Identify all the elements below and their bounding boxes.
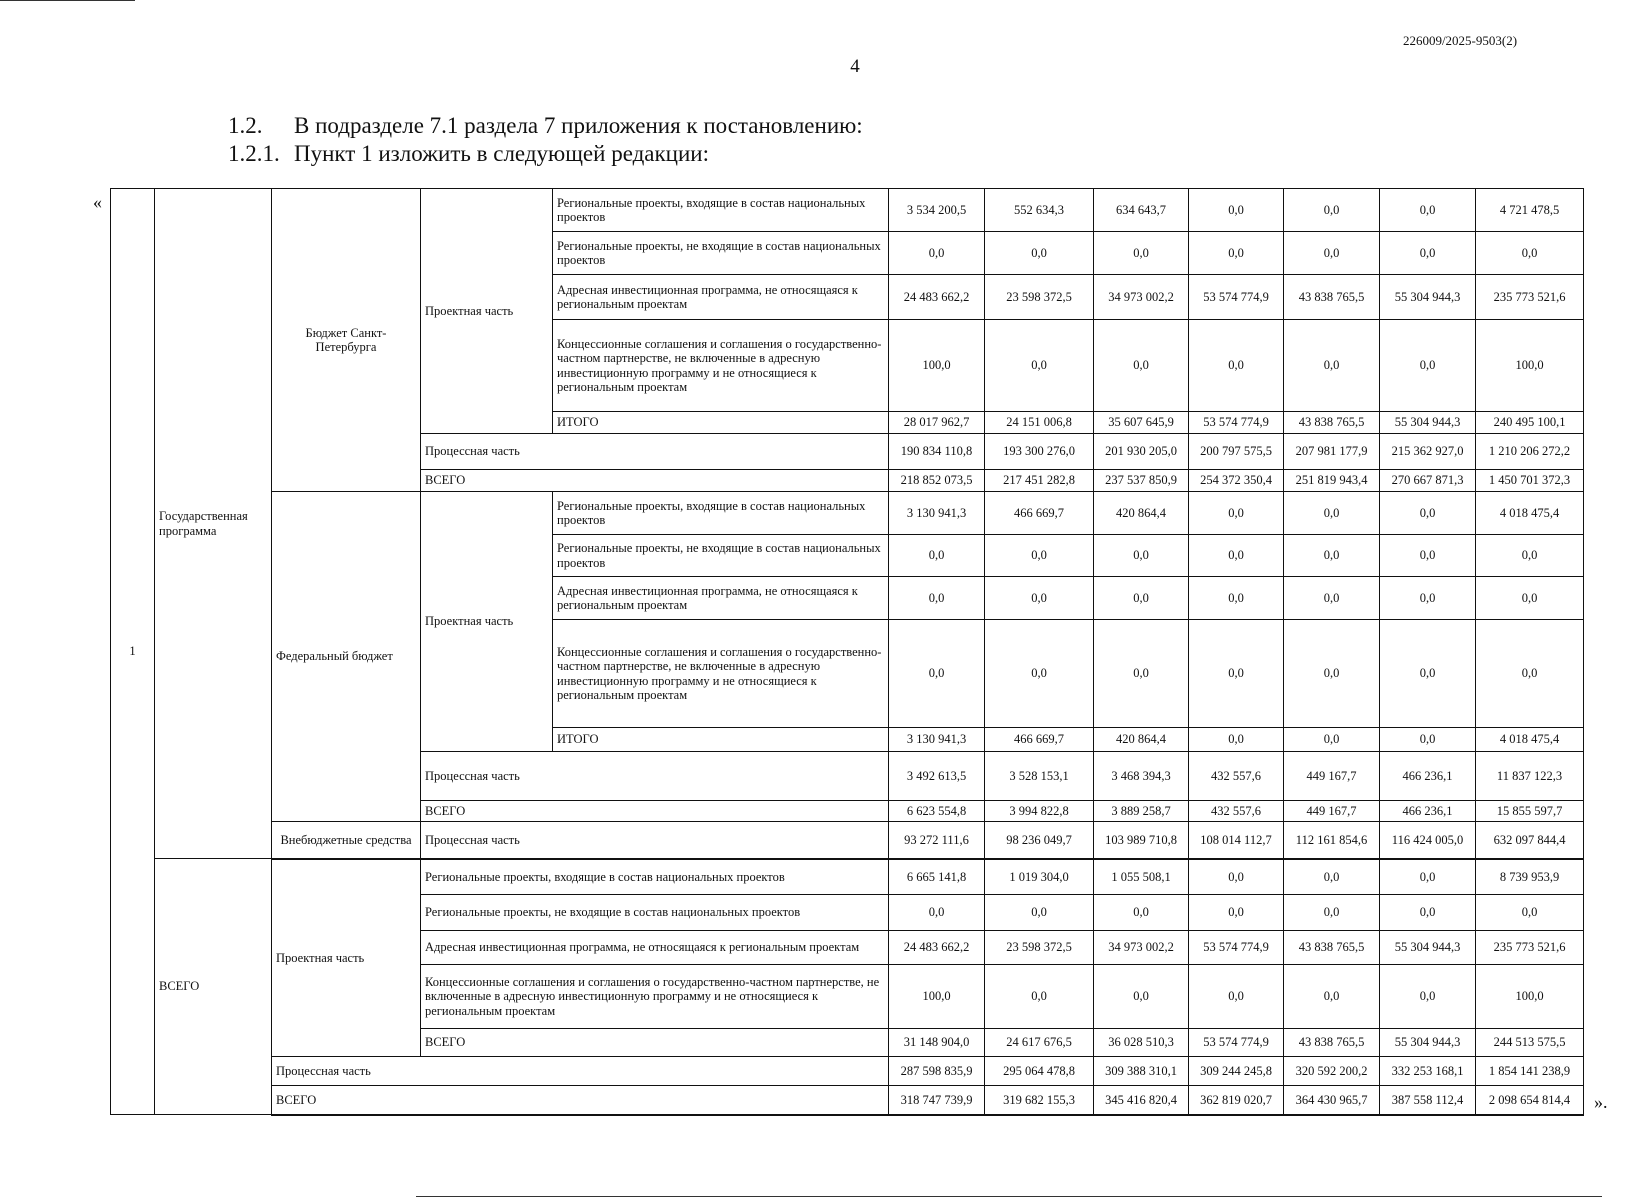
cell: 466 236,1 xyxy=(1380,801,1476,822)
cell: 0,0 xyxy=(1380,895,1476,931)
page-number: 4 xyxy=(850,56,860,77)
cell: 270 667 871,3 xyxy=(1380,470,1476,492)
cell: 0,0 xyxy=(1380,577,1476,620)
cell: 466 236,1 xyxy=(1380,752,1476,801)
cell: 0,0 xyxy=(1189,965,1284,1029)
program-label: Государственная программа xyxy=(155,189,272,859)
cell: 218 852 073,5 xyxy=(889,470,985,492)
row-label: Адресная инвестиционная программа, не относящаяся к региональным проектам xyxy=(553,577,889,620)
cell: 103 989 710,8 xyxy=(1094,822,1189,859)
cell: 4 018 475,4 xyxy=(1476,492,1584,535)
table-row xyxy=(111,189,1584,232)
cell: 0,0 xyxy=(1094,620,1189,728)
heading-1-text: В подразделе 7.1 раздела 7 приложения к постановлению: xyxy=(294,113,863,138)
table-row xyxy=(111,822,1584,859)
cell: 36 028 510,3 xyxy=(1094,1029,1189,1057)
cell: 0,0 xyxy=(985,895,1094,931)
cell: 43 838 765,5 xyxy=(1284,1029,1380,1057)
cell: 0,0 xyxy=(985,535,1094,577)
row-label: Процессная часть xyxy=(421,822,889,859)
cell: 0,0 xyxy=(1189,492,1284,535)
cell: 1 450 701 372,3 xyxy=(1476,470,1584,492)
cell: 100,0 xyxy=(1476,320,1584,412)
row-label: Процессная часть xyxy=(421,434,889,470)
closing-quote: ». xyxy=(1594,1092,1608,1112)
cell: 432 557,6 xyxy=(1189,801,1284,822)
cell: 6 665 141,8 xyxy=(889,859,985,895)
cell: 634 643,7 xyxy=(1094,189,1189,232)
cell: 244 513 575,5 xyxy=(1476,1029,1584,1057)
cell: 0,0 xyxy=(1189,535,1284,577)
cell: 1 210 206 272,2 xyxy=(1476,434,1584,470)
project-part-label: Проектная часть xyxy=(421,492,553,752)
cell: 0,0 xyxy=(1380,492,1476,535)
cell: 0,0 xyxy=(1380,232,1476,275)
row-label: ВСЕГО xyxy=(421,801,889,822)
cell: 24 151 006,8 xyxy=(985,412,1094,434)
cell: 0,0 xyxy=(1189,189,1284,232)
cell: 15 855 597,7 xyxy=(1476,801,1584,822)
cell: 235 773 521,6 xyxy=(1476,931,1584,965)
cell: 1 055 508,1 xyxy=(1094,859,1189,895)
cell: 0,0 xyxy=(1284,535,1380,577)
cell: 0,0 xyxy=(1476,535,1584,577)
cell: 287 598 835,9 xyxy=(889,1057,985,1086)
cell: 237 537 850,9 xyxy=(1094,470,1189,492)
row-label: ВСЕГО xyxy=(421,470,889,492)
cell: 0,0 xyxy=(1284,965,1380,1029)
cell: 116 424 005,0 xyxy=(1380,822,1476,859)
cell: 0,0 xyxy=(1284,577,1380,620)
cell: 0,0 xyxy=(1189,895,1284,931)
cell: 0,0 xyxy=(1094,320,1189,412)
cell: 53 574 774,9 xyxy=(1189,412,1284,434)
cell: 6 623 554,8 xyxy=(889,801,985,822)
row-number: 1 xyxy=(111,189,155,1115)
cell: 0,0 xyxy=(1284,492,1380,535)
cell: 332 253 168,1 xyxy=(1380,1057,1476,1086)
cell: 309 244 245,8 xyxy=(1189,1057,1284,1086)
cell: 318 747 739,9 xyxy=(889,1086,985,1115)
cell: 4 018 475,4 xyxy=(1476,728,1584,752)
total-block-label: ВСЕГО xyxy=(155,859,272,1115)
cell: 0,0 xyxy=(1094,232,1189,275)
cell: 200 797 575,5 xyxy=(1189,434,1284,470)
cell: 100,0 xyxy=(889,965,985,1029)
cell: 53 574 774,9 xyxy=(1189,275,1284,320)
cell: 295 064 478,8 xyxy=(985,1057,1094,1086)
cell: 201 930 205,0 xyxy=(1094,434,1189,470)
table-row xyxy=(111,492,1584,535)
cell: 466 669,7 xyxy=(985,492,1094,535)
budget-table xyxy=(110,188,1584,1116)
cell: 24 483 662,2 xyxy=(889,275,985,320)
cell: 3 994 822,8 xyxy=(985,801,1094,822)
cell: 0,0 xyxy=(1380,620,1476,728)
cell: 98 236 049,7 xyxy=(985,822,1094,859)
cell: 55 304 944,3 xyxy=(1380,275,1476,320)
cell: 43 838 765,5 xyxy=(1284,931,1380,965)
cell: 55 304 944,3 xyxy=(1380,931,1476,965)
cell: 3 534 200,5 xyxy=(889,189,985,232)
cell: 0,0 xyxy=(1284,320,1380,412)
cell: 1 019 304,0 xyxy=(985,859,1094,895)
project-part-label: Проектная часть xyxy=(272,859,421,1057)
cell: 0,0 xyxy=(1476,895,1584,931)
row-label: Процессная часть xyxy=(421,752,889,801)
document-number: 226009/2025-9503(2) xyxy=(1402,33,1518,48)
cell: 0,0 xyxy=(1094,577,1189,620)
cell: 3 889 258,7 xyxy=(1094,801,1189,822)
row-label: Региональные проекты, не входящие в состав национальных проектов xyxy=(421,895,889,931)
cell: 24 617 676,5 xyxy=(985,1029,1094,1057)
federal-budget-label: Федеральный бюджет xyxy=(272,492,421,822)
cell: 100,0 xyxy=(889,320,985,412)
cell: 4 721 478,5 xyxy=(1476,189,1584,232)
cell: 364 430 965,7 xyxy=(1284,1086,1380,1115)
cell: 345 416 820,4 xyxy=(1094,1086,1189,1115)
cell: 43 838 765,5 xyxy=(1284,412,1380,434)
cell: 0,0 xyxy=(1380,728,1476,752)
row-label: Региональные проекты, входящие в состав национальных проектов xyxy=(553,189,889,232)
top-rule xyxy=(0,0,135,1)
cell: 23 598 372,5 xyxy=(985,931,1094,965)
cell: 31 148 904,0 xyxy=(889,1029,985,1057)
cell: 55 304 944,3 xyxy=(1380,1029,1476,1057)
row-label: Концессионные соглашения и соглашения о государственно-частном партнерстве, не включенные в адресную инвестиционную программу и не относящиеся к региональным проектам xyxy=(553,320,889,412)
cell: 0,0 xyxy=(1284,895,1380,931)
row-label: ИТОГО xyxy=(553,412,889,434)
cell: 0,0 xyxy=(1476,577,1584,620)
cell: 34 973 002,2 xyxy=(1094,275,1189,320)
cell: 0,0 xyxy=(889,232,985,275)
cell: 0,0 xyxy=(889,620,985,728)
cell: 0,0 xyxy=(889,535,985,577)
cell: 387 558 112,4 xyxy=(1380,1086,1476,1115)
row-label: ВСЕГО xyxy=(421,1029,889,1057)
cell: 3 130 941,3 xyxy=(889,492,985,535)
heading-line-1 xyxy=(228,113,863,139)
project-part-label: Проектная часть xyxy=(421,189,553,434)
cell: 0,0 xyxy=(1476,620,1584,728)
cell: 466 669,7 xyxy=(985,728,1094,752)
cell: 0,0 xyxy=(889,577,985,620)
cell: 217 451 282,8 xyxy=(985,470,1094,492)
cell: 190 834 110,8 xyxy=(889,434,985,470)
cell: 0,0 xyxy=(1284,859,1380,895)
cell: 35 607 645,9 xyxy=(1094,412,1189,434)
cell: 0,0 xyxy=(1284,232,1380,275)
cell: 43 838 765,5 xyxy=(1284,275,1380,320)
cell: 0,0 xyxy=(1380,859,1476,895)
cell: 0,0 xyxy=(1189,728,1284,752)
opening-quote: « xyxy=(93,192,102,212)
offbudget-label: Внебюджетные средства xyxy=(272,822,421,859)
cell: 449 167,7 xyxy=(1284,801,1380,822)
cell: 320 592 200,2 xyxy=(1284,1057,1380,1086)
cell: 0,0 xyxy=(1284,189,1380,232)
cell: 254 372 350,4 xyxy=(1189,470,1284,492)
row-label: Региональные проекты, не входящие в состав национальных проектов xyxy=(553,535,889,577)
cell: 0,0 xyxy=(1284,728,1380,752)
row-label: Процессная часть xyxy=(272,1057,889,1086)
cell: 0,0 xyxy=(1284,620,1380,728)
cell: 0,0 xyxy=(985,577,1094,620)
cell: 24 483 662,2 xyxy=(889,931,985,965)
cell: 632 097 844,4 xyxy=(1476,822,1584,859)
heading-line-2 xyxy=(228,141,709,167)
cell: 1 854 141 238,9 xyxy=(1476,1057,1584,1086)
cell: 193 300 276,0 xyxy=(985,434,1094,470)
cell: 420 864,4 xyxy=(1094,728,1189,752)
cell: 319 682 155,3 xyxy=(985,1086,1094,1115)
table-row xyxy=(111,1057,1584,1086)
cell: 207 981 177,9 xyxy=(1284,434,1380,470)
cell: 0,0 xyxy=(1380,965,1476,1029)
cell: 8 739 953,9 xyxy=(1476,859,1584,895)
cell: 0,0 xyxy=(1189,232,1284,275)
cell: 420 864,4 xyxy=(1094,492,1189,535)
row-label: Концессионные соглашения и соглашения о государственно-частном партнерстве, не включенные в адресную инвестиционную программу и не относящиеся к региональным проектам xyxy=(421,965,889,1029)
cell: 432 557,6 xyxy=(1189,752,1284,801)
cell: 0,0 xyxy=(985,320,1094,412)
cell: 251 819 943,4 xyxy=(1284,470,1380,492)
row-label: Адресная инвестиционная программа, не относящаяся к региональным проектам xyxy=(553,275,889,320)
cell: 215 362 927,0 xyxy=(1380,434,1476,470)
row-label: Концессионные соглашения и соглашения о государственно-частном партнерстве, не включенные в адресную инвестиционную программу и не относящиеся к региональным проектам xyxy=(553,620,889,728)
cell: 0,0 xyxy=(985,620,1094,728)
cell: 28 017 962,7 xyxy=(889,412,985,434)
cell: 55 304 944,3 xyxy=(1380,412,1476,434)
spb-budget-label: Бюджет Санкт-Петербурга xyxy=(272,189,421,492)
row-label: ИТОГО xyxy=(553,728,889,752)
cell: 0,0 xyxy=(889,895,985,931)
cell: 235 773 521,6 xyxy=(1476,275,1584,320)
cell: 0,0 xyxy=(1094,895,1189,931)
cell: 3 492 613,5 xyxy=(889,752,985,801)
cell: 112 161 854,6 xyxy=(1284,822,1380,859)
cell: 449 167,7 xyxy=(1284,752,1380,801)
row-label: ВСЕГО xyxy=(272,1086,889,1115)
cell: 0,0 xyxy=(1189,620,1284,728)
bottom-rule xyxy=(416,1196,1602,1197)
cell: 0,0 xyxy=(985,965,1094,1029)
table-row xyxy=(111,859,1584,895)
cell: 53 574 774,9 xyxy=(1189,931,1284,965)
cell: 23 598 372,5 xyxy=(985,275,1094,320)
cell: 100,0 xyxy=(1476,965,1584,1029)
cell: 552 634,3 xyxy=(985,189,1094,232)
row-label: Адресная инвестиционная программа, не относящаяся к региональным проектам xyxy=(421,931,889,965)
cell: 0,0 xyxy=(1094,965,1189,1029)
cell: 0,0 xyxy=(1476,232,1584,275)
cell: 2 098 654 814,4 xyxy=(1476,1086,1584,1115)
cell: 0,0 xyxy=(985,232,1094,275)
cell: 34 973 002,2 xyxy=(1094,931,1189,965)
cell: 0,0 xyxy=(1189,859,1284,895)
cell: 0,0 xyxy=(1094,535,1189,577)
row-label: Региональные проекты, не входящие в состав национальных проектов xyxy=(553,232,889,275)
heading-1-number: 1.2. xyxy=(228,113,263,138)
cell: 0,0 xyxy=(1380,535,1476,577)
row-label: Региональные проекты, входящие в состав национальных проектов xyxy=(553,492,889,535)
cell: 0,0 xyxy=(1380,189,1476,232)
cell: 362 819 020,7 xyxy=(1189,1086,1284,1115)
table-row xyxy=(111,1086,1584,1115)
cell: 309 388 310,1 xyxy=(1094,1057,1189,1086)
cell: 53 574 774,9 xyxy=(1189,1029,1284,1057)
cell: 108 014 112,7 xyxy=(1189,822,1284,859)
cell: 3 468 394,3 xyxy=(1094,752,1189,801)
heading-2-text: Пункт 1 изложить в следующей редакции: xyxy=(294,141,709,166)
heading-2-number: 1.2.1. xyxy=(228,141,280,166)
cell: 0,0 xyxy=(1380,320,1476,412)
cell: 0,0 xyxy=(1189,577,1284,620)
cell: 3 528 153,1 xyxy=(985,752,1094,801)
cell: 0,0 xyxy=(1189,320,1284,412)
row-label: Региональные проекты, входящие в состав национальных проектов xyxy=(421,859,889,895)
cell: 11 837 122,3 xyxy=(1476,752,1584,801)
cell: 240 495 100,1 xyxy=(1476,412,1584,434)
cell: 93 272 111,6 xyxy=(889,822,985,859)
cell: 3 130 941,3 xyxy=(889,728,985,752)
